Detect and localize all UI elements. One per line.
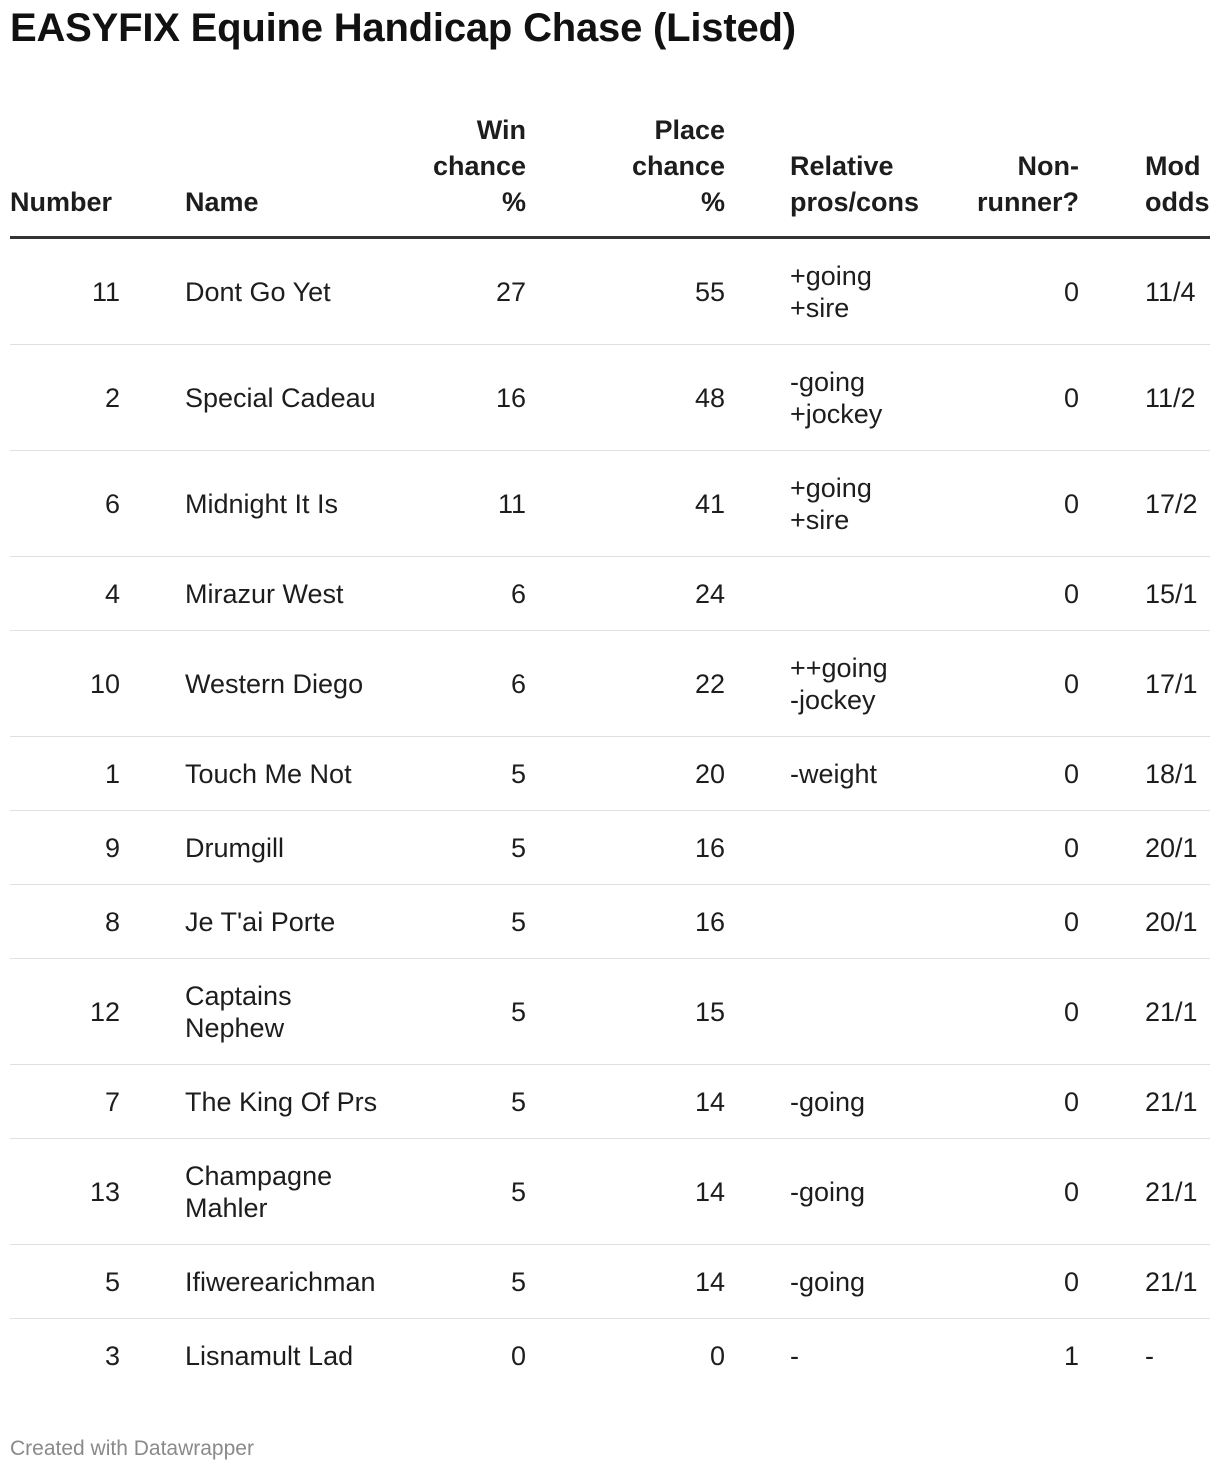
cell-non-runner: 0 — [954, 557, 1130, 631]
cell-relative-pros-cons — [764, 557, 954, 631]
cell-name: Special Cadeau — [185, 345, 400, 451]
cell-relative-pros-cons — [764, 885, 954, 959]
cell-win-chance: 5 — [400, 811, 564, 885]
cell-name: Midnight It Is — [185, 451, 400, 557]
cell-number: 11 — [10, 238, 185, 345]
column-header-mod-odds: Mod odds — [1130, 100, 1210, 238]
chart-title: EASYFIX Equine Handicap Chase (Listed) — [10, 6, 796, 50]
cell-mod-odds: 20/1 — [1130, 811, 1210, 885]
cell-win-chance: 5 — [400, 959, 564, 1065]
table-row — [10, 1065, 1210, 1139]
table-body — [10, 238, 1210, 1393]
cell-name: Champagne Mahler — [185, 1139, 400, 1245]
table-row — [10, 631, 1210, 737]
cell-place-chance: 0 — [709, 1340, 725, 1371]
cell-number: 2 — [10, 345, 185, 451]
cell-place-chance: 14 — [564, 1065, 764, 1139]
column-header-relative-pros-cons: Relative pros/cons — [764, 100, 954, 238]
cell-win-chance: 0 — [510, 1340, 526, 1371]
cell-number: 5 — [10, 1245, 185, 1319]
cell-non-runner: 0 — [954, 238, 1130, 345]
cell-mod-odds: 17/2 — [1130, 451, 1210, 557]
cell-place-chance: 48 — [564, 345, 764, 451]
cell-win-chance: 6 — [400, 557, 564, 631]
cell-non-runner: 0 — [954, 1245, 1130, 1319]
cell-place-chance: 24 — [564, 557, 764, 631]
cell-relative-pros-cons: ++going -jockey — [764, 631, 954, 737]
cell-mod-odds: 20/1 — [1130, 885, 1210, 959]
table-row — [10, 737, 1210, 811]
table-row — [10, 1139, 1210, 1245]
cell-place-chance: 14 — [564, 1139, 764, 1245]
odds-table-container — [10, 100, 1210, 1392]
table-row — [10, 1319, 1210, 1393]
cell-number: 4 — [10, 557, 185, 631]
cell-win-chance: 6 — [400, 631, 564, 737]
cell-non-runner: 0 — [954, 345, 1130, 451]
cell-place-chance: 55 — [564, 238, 764, 345]
cell-mod-odds: 21/1 — [1130, 959, 1210, 1065]
cell-non-runner: 0 — [954, 1139, 1130, 1245]
column-header-non-runner: Non- runner? — [954, 100, 1130, 238]
cell-number: 6 — [10, 451, 185, 557]
cell-relative-pros-cons: - — [790, 1340, 799, 1371]
cell-win-chance: 5 — [400, 1245, 564, 1319]
table-row — [10, 238, 1210, 345]
column-header-win-chance: Win chance % — [400, 100, 564, 238]
cell-name: Dont Go Yet — [185, 238, 400, 345]
cell-name: Touch Me Not — [185, 737, 400, 811]
cell-place-chance: 41 — [564, 451, 764, 557]
table-row — [10, 1245, 1210, 1319]
cell-place-chance: 20 — [564, 737, 764, 811]
cell-win-chance: 5 — [400, 1065, 564, 1139]
cell-win-chance: 27 — [400, 238, 564, 345]
column-header-name: Name — [185, 100, 400, 238]
cell-mod-odds: 11/4 — [1130, 238, 1210, 345]
cell-mod-odds: 21/1 — [1130, 1245, 1210, 1319]
cell-number: 13 — [10, 1139, 185, 1245]
table-row — [10, 885, 1210, 959]
column-header-place-chance: Place chance % — [564, 100, 764, 238]
cell-name: Je T'ai Porte — [185, 885, 400, 959]
cell-name: Captains Nephew — [185, 959, 400, 1065]
table-row — [10, 557, 1210, 631]
cell-name: Western Diego — [185, 631, 400, 737]
cell-non-runner: 0 — [954, 631, 1130, 737]
cell-win-chance: 16 — [400, 345, 564, 451]
cell-name: Ifiwerearichman — [185, 1245, 400, 1319]
cell-mod-odds: 18/1 — [1130, 737, 1210, 811]
cell-relative-pros-cons — [764, 811, 954, 885]
cell-relative-pros-cons: +going +sire — [764, 238, 954, 345]
cell-name: The King Of Prs — [185, 1065, 400, 1139]
cell-number: 9 — [10, 811, 185, 885]
cell-win-chance: 5 — [400, 1139, 564, 1245]
odds-table — [10, 100, 1210, 1392]
cell-number: 12 — [10, 959, 185, 1065]
cell-mod-odds: - — [1145, 1340, 1154, 1371]
cell-relative-pros-cons: -going — [764, 1065, 954, 1139]
cell-mod-odds: 15/1 — [1130, 557, 1210, 631]
cell-win-chance: 5 — [400, 737, 564, 811]
cell-place-chance: 15 — [564, 959, 764, 1065]
cell-number: 10 — [10, 631, 185, 737]
cell-name: Drumgill — [185, 811, 400, 885]
cell-place-chance: 16 — [564, 811, 764, 885]
table-row — [10, 811, 1210, 885]
cell-name: Lisnamult Lad — [185, 1340, 354, 1371]
column-header-number: Number — [10, 100, 185, 238]
cell-non-runner: 0 — [954, 885, 1130, 959]
cell-mod-odds: 21/1 — [1130, 1139, 1210, 1245]
cell-number: 7 — [10, 1065, 185, 1139]
cell-non-runner: 0 — [954, 1065, 1130, 1139]
cell-mod-odds: 17/1 — [1130, 631, 1210, 737]
table-header-row — [10, 100, 1210, 238]
cell-non-runner: 0 — [954, 811, 1130, 885]
cell-non-runner: 0 — [954, 737, 1130, 811]
cell-place-chance: 22 — [564, 631, 764, 737]
cell-relative-pros-cons: -weight — [764, 737, 954, 811]
cell-number: 3 — [104, 1340, 120, 1371]
cell-place-chance: 16 — [564, 885, 764, 959]
table-row — [10, 451, 1210, 557]
cell-relative-pros-cons — [764, 959, 954, 1065]
cell-relative-pros-cons: -going — [764, 1139, 954, 1245]
cell-win-chance: 11 — [400, 451, 564, 557]
cell-relative-pros-cons: +going +sire — [764, 451, 954, 557]
cell-relative-pros-cons: -going +jockey — [764, 345, 954, 451]
cell-non-runner: 1 — [1063, 1340, 1079, 1371]
datawrapper-credit: Created with Datawrapper — [10, 1437, 254, 1460]
cell-name: Mirazur West — [185, 557, 400, 631]
cell-number: 1 — [10, 737, 185, 811]
cell-mod-odds: 21/1 — [1130, 1065, 1210, 1139]
cell-non-runner: 0 — [954, 959, 1130, 1065]
table-row — [10, 345, 1210, 451]
cell-mod-odds: 11/2 — [1130, 345, 1210, 451]
cell-relative-pros-cons: -going — [764, 1245, 954, 1319]
cell-place-chance: 14 — [564, 1245, 764, 1319]
cell-non-runner: 0 — [954, 451, 1130, 557]
table-row — [10, 959, 1210, 1065]
cell-win-chance: 5 — [400, 885, 564, 959]
cell-number: 8 — [10, 885, 185, 959]
